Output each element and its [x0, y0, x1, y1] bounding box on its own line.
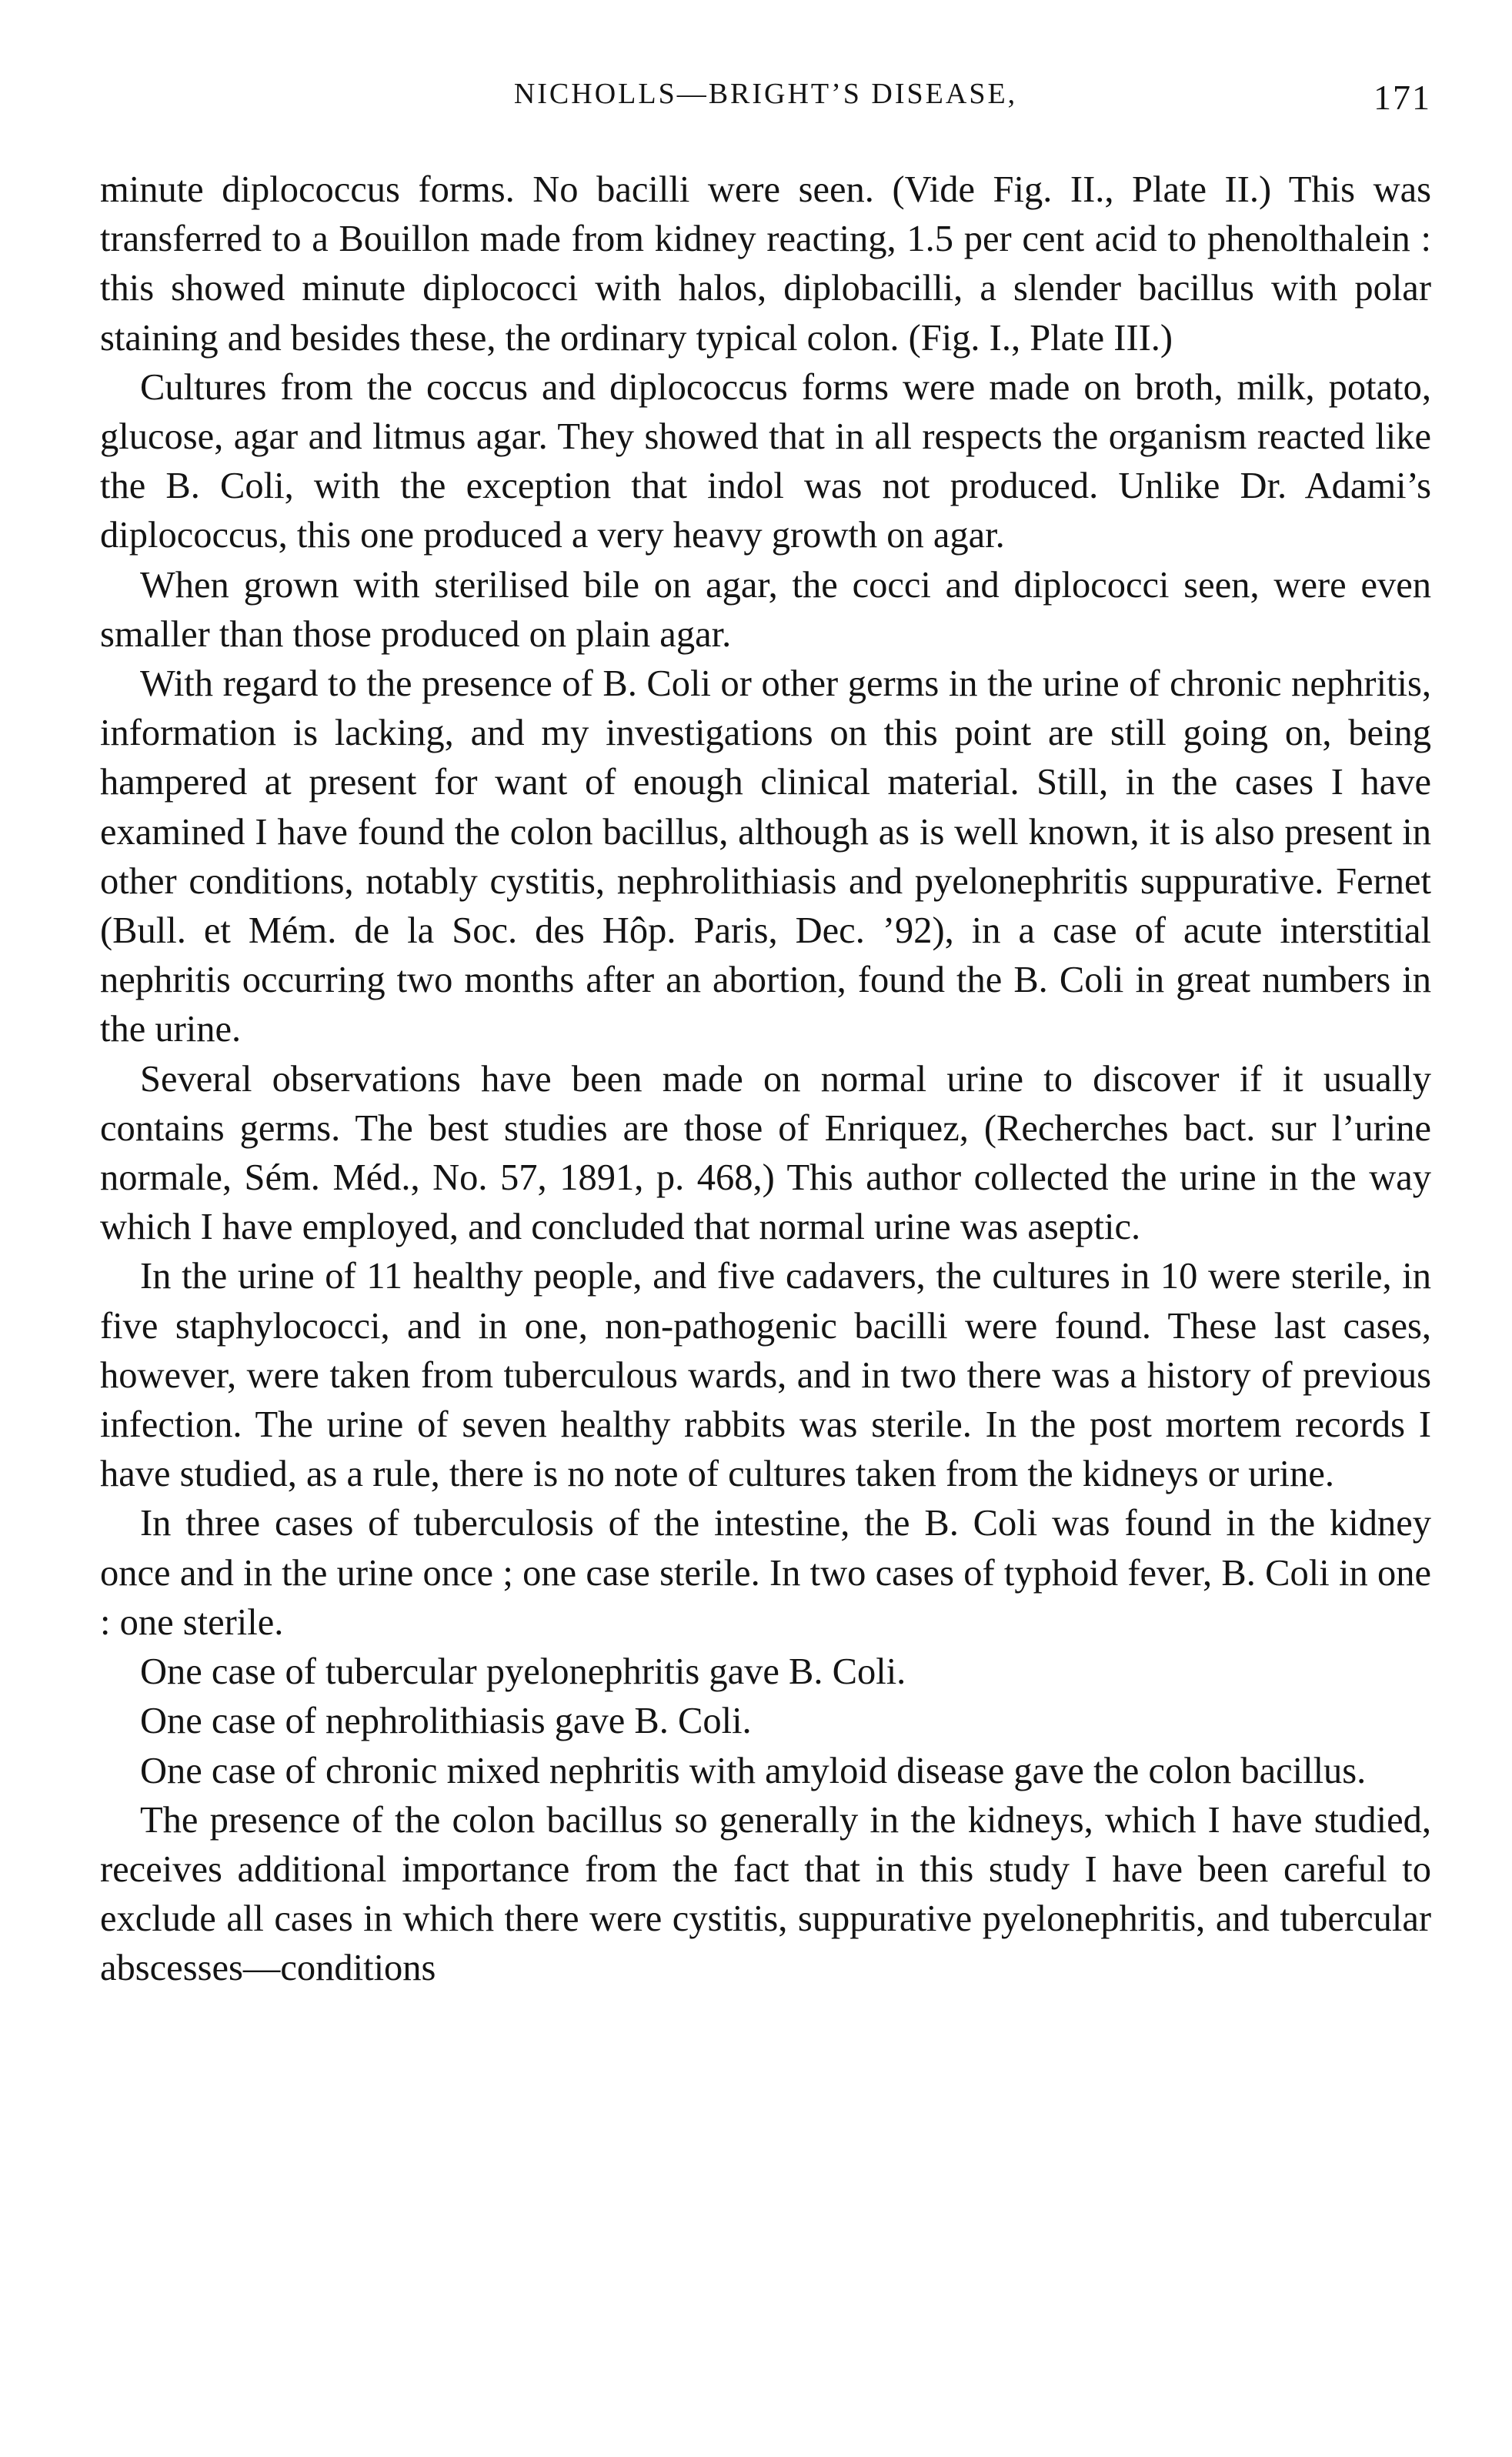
paragraph-tuberculosis: In three cases of tuberculosis of the intestine, the B. Coli was found in the kidney once and in the urine once ; one case sterile. In two cases of typhoid fever, B. Coli in one : one sterile. [100, 1503, 1431, 1643]
page-number: 171 [1373, 78, 1431, 117]
paragraph-amyloid: One case of chronic mixed nephritis with amyloid disease gave the colon bacillus. [140, 1750, 1367, 1791]
paragraph-colon-presence: The presence of the colon bacillus so generally in the kidneys, which I have studied, receives additional importance from the fact that in this study I have been careful to exclude all cases in which there were cystitis, suppurative pyelonephritis, and tubercular abscesses—conditions [100, 1799, 1431, 1989]
paragraph-continued: minute diplococcus forms. No bacilli were seen. (Vide Fig. II., Plate II.) This was transferred to a Bouillon made from kidney reacting, 1.5 per cent acid to phenolthalein : this showed minute diplococci with halos, diplobacilli, a slender bacillus with polar staining and besides these, the ordinary typical colon. (Fig. I., Plate III.) [100, 169, 1431, 359]
paragraph-normal-urine: Several observations have been made on normal urine to discover if it usually contains germs. The best studies are those of Enriquez, (Recherches bact. sur l’urine normale, Sém. Méd., No. 57, 1891, p. 468,) This author collected the urine in the way which I have employed, and concluded that normal urine was aseptic. [100, 1058, 1431, 1248]
paragraph-pyelonephritis: One case of tubercular pyelonephritis gave B. Coli. [140, 1651, 906, 1693]
paragraph-cultures: Cultures from the coccus and diplococcus forms were made on broth, milk, potato, glucose, agar and litmus agar. They showed that in all respects the organism reacted like the B. Coli, with the exception that indol was not produced. Unlike Dr. Adami’s diplococcus, this one produced a very heavy growth on agar. [100, 366, 1431, 556]
paragraph-chronic-nephritis: With regard to the presence of B. Coli or other germs in the urine of chronic nephritis, information is lacking, and my investigations on this point are still going on, being hampered at present for want of enough clinical material. Still, in the cases I have examined I have found the colon bacillus, although as is well known, it is also present in other conditions, notably cystitis, nephrolithiasis and pyelonephritis suppurative. Fernet (Bull. et Mém. de la Soc. des Hôp. Paris, Dec. ’92), in a case of acute interstitial nephritis occurring two months after an abortion, found the B. Coli in great numbers in the urine. [100, 663, 1431, 1050]
body-text [100, 165, 1431, 1994]
paragraph-nephrolithiasis: One case of nephrolithiasis gave B. Coli. [140, 1701, 752, 1742]
paragraph-bile: When grown with sterilised bile on agar, the cocci and diplococci seen, were even smaller than those produced on plain agar. [100, 564, 1431, 655]
running-title: NICHOLLS—BRIGHT’S DISEASE, [513, 78, 1018, 110]
paragraph-healthy-people: In the urine of 11 healthy people, and five cadavers, the cultures in 10 were sterile, in five staphylococci, and in one, non-pathogenic bacilli were found. These last cases, however, were taken from tuberculous wards, and in two there was a history of previous infection. The urine of seven healthy rabbits was sterile. In the post mortem records I have studied, as a rule, there is no note of cultures taken from the kidneys or urine. [100, 1256, 1431, 1495]
running-head [100, 77, 1431, 123]
